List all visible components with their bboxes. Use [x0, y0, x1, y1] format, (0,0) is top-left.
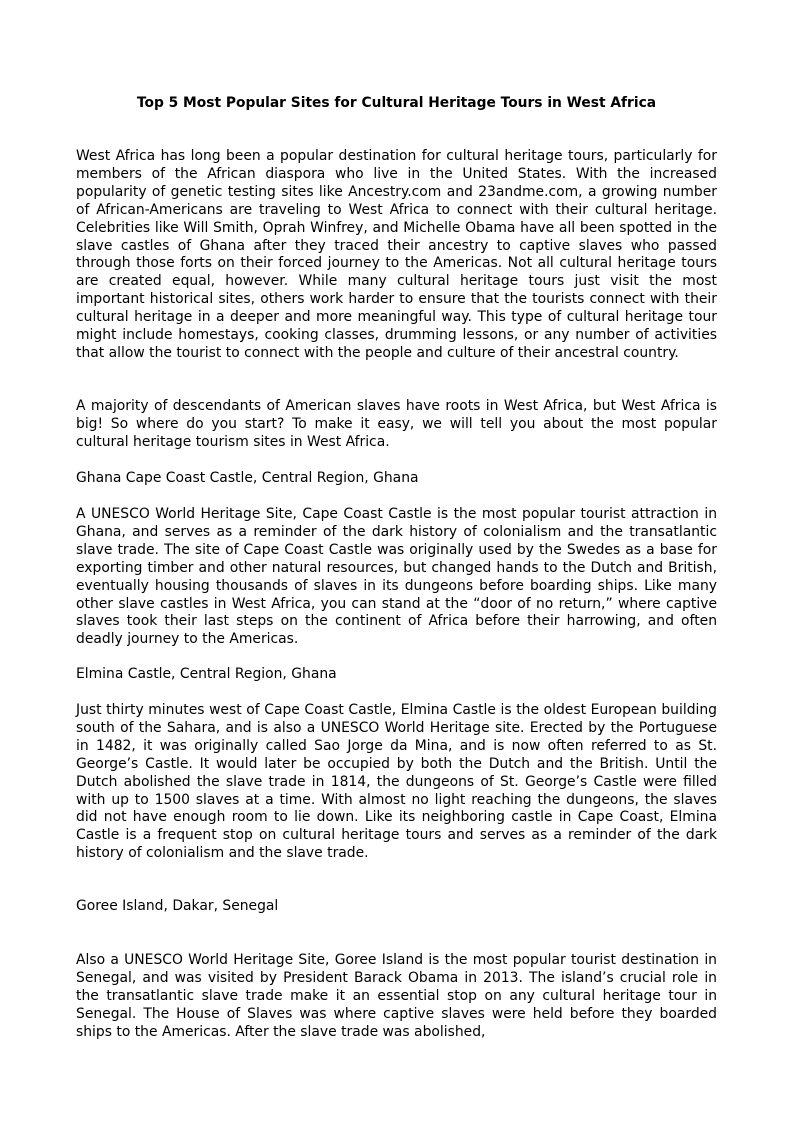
section-heading-goree: Goree Island, Dakar, Senegal [76, 898, 279, 914]
document-title: Top 5 Most Popular Sites for Cultural Heritage Tours in West Africa [136, 95, 657, 111]
section-body-cape-coast: A UNESCO World Heritage Site, Cape Coast Castle is the most popular tourist attraction in Ghana, and serves as a reminder of the dark history of colonialism and the transatlantic slave trade. The site of Cape Coast Castle was originally used by the Swedes as a base for exporting timber and other natural resources, but changed hands to the Dutch and British, eventually housing thousands of slaves in its dungeons before boarding ships. Like many other slave castles in West Africa, you can stand at the “door of no return,” where captive slaves took their last steps on the continent of Africa before their harrowing, and often deadly journey to the Americas. [76, 506, 717, 648]
intro-paragraph: West Africa has long been a popular destination for cultural heritage tours, particularly for members of the African diaspora who live in the United States. With the increased popularity of genetic testing sites like Ancestry.com and 23andme.com, a growing number of African-Americans are traveling to West Africa to connect with their cultural heritage. Celebrities like Will Smith, Oprah Winfrey, and Michelle Obama have all been spotted in the slave castles of Ghana after they traced their ancestry to captive slaves who passed through those forts on their forced journey to the Americas. Not all cultural heritage tours are created equal, however. While many cultural heritage tours just visit the most important historical sites, others work harder to ensure that the tourists connect with their cultural heritage in a deeper and more meaningful way. This type of cultural heritage tour might include homestays, cooking classes, drumming lessons, or any number of activities that allow the tourist to connect with the people and culture of their ancestral country. [76, 148, 717, 361]
section-body-goree: Also a UNESCO World Heritage Site, Goree Island is the most popular tourist destination in Senegal, and was visited by President Barack Obama in 2013. The island’s crucial role in the transatlantic slave trade make it an essential stop on any cultural heritage tour in Senegal. The House of Slaves was where captive slaves were held before they boarded ships to the Americas. After the slave trade was abolished, [76, 952, 717, 1040]
section-heading-cape-coast: Ghana Cape Coast Castle, Central Region, Ghana [76, 470, 419, 486]
second-paragraph: A majority of descendants of American slaves have roots in West Africa, but West Africa is big! So where do you start? To make it easy, we will tell you about the most popular cultural heritage tourism sites in West Africa. [76, 398, 717, 450]
section-body-elmina: Just thirty minutes west of Cape Coast Castle, Elmina Castle is the oldest European building south of the Sahara, and is also a UNESCO World Heritage site. Erected by the Portuguese in 1482, it was originally called Sao Jorge da Mina, and is now often referred to as St. George’s Castle. It would later be occupied by both the Dutch and the British. Until the Dutch abolished the slave trade in 1814, the dungeons of St. George’s Castle were filled with up to 1500 slaves at a time. With almost no light reaching the dungeons, the slaves did not have enough room to lie down. Like its neighboring castle in Cape Coast, Elmina Castle is a frequent stop on cultural heritage tours and serves as a reminder of the dark history of colonialism and the slave trade. [76, 702, 717, 862]
section-heading-elmina: Elmina Castle, Central Region, Ghana [76, 666, 337, 682]
